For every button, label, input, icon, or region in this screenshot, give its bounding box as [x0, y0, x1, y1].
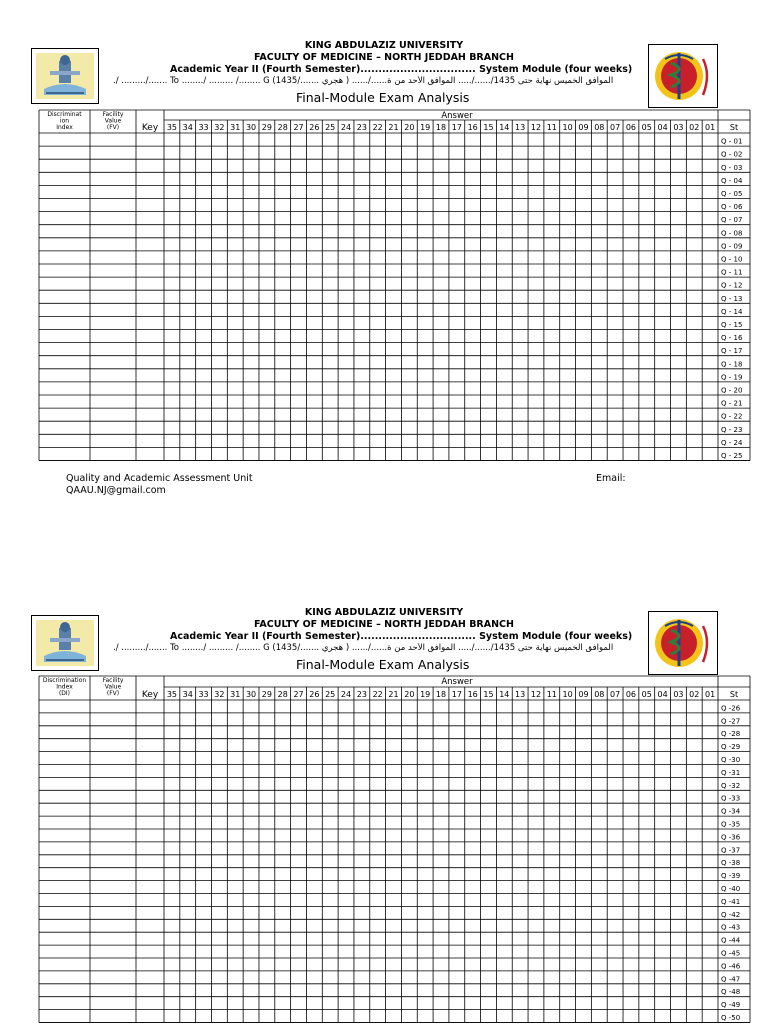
exam-analysis-table	[0, 0, 768, 470]
date-line: ./ ........./....... To ......../ ......... /........ G (1435/....... هجري ) ....../......الموافق الخميس نهاية حتى 1435/....../..... الموافق الأحد من ة	[113, 643, 614, 653]
answer-col-number: 06	[625, 690, 637, 699]
answer-col-number: 02	[689, 690, 700, 699]
question-label: Q - 21	[721, 399, 743, 408]
question-label: Q -50	[721, 1014, 741, 1022]
question-label: Q -44	[721, 936, 741, 945]
answer-col-number: 33	[198, 123, 209, 132]
answer-col-number: 05	[641, 690, 652, 699]
answer-col-number: 28	[277, 123, 288, 132]
answer-col-number: 28	[277, 690, 288, 699]
sheet-title: Final-Module Exam Analysis	[296, 657, 470, 672]
answer-col-number: 01	[704, 690, 716, 699]
answer-col-number: 15	[483, 690, 494, 699]
answer-col-number: 03	[673, 123, 684, 132]
answer-col-number: 27	[293, 123, 304, 132]
question-label: Q - 17	[721, 347, 743, 356]
question-label: Q - 05	[721, 190, 743, 198]
key-header: Key	[141, 690, 159, 700]
university-name: KING ABDULAZIZ UNIVERSITY	[304, 40, 464, 51]
faculty-name: FACULTY OF MEDICINE – NORTH JEDDAH BRANCH	[254, 619, 514, 630]
question-label: Q -33	[721, 794, 741, 803]
question-label: Q -37	[721, 846, 741, 855]
di-header: Index	[56, 124, 73, 131]
answer-col-number: 26	[309, 123, 320, 132]
question-label: Q -28	[721, 730, 741, 739]
question-label: Q - 11	[721, 268, 743, 277]
academic-year-line: Academic Year II (Fourth Semester)................................ System Module (four weeks)	[170, 631, 633, 642]
answer-col-number: 17	[451, 123, 462, 132]
question-label: Q - 07	[721, 216, 743, 225]
answer-col-number: 17	[451, 690, 462, 699]
answer-col-number: 23	[356, 123, 367, 132]
answer-col-number: 29	[261, 123, 272, 132]
answer-col-number: 16	[467, 690, 478, 699]
question-label: Q - 23	[721, 425, 743, 434]
di-header: Discrimination	[42, 677, 87, 684]
answer-col-number: 04	[657, 690, 668, 699]
answer-col-number: 13	[515, 690, 526, 699]
key-header: Key	[141, 123, 159, 133]
question-label: Q -36	[721, 833, 741, 842]
date-line: ./ ........./....... To ......../ ......... /........ G (1435/....... هجري ) ....../......الموافق الخميس نهاية حتى 1435/....../..... الموافق الأحد من ة	[113, 76, 614, 86]
answer-col-number: 14	[499, 123, 510, 132]
university-name: KING ABDULAZIZ UNIVERSITY	[304, 607, 464, 618]
question-label: Q -34	[721, 807, 741, 816]
answer-col-number: 24	[340, 123, 352, 132]
answer-col-number: 07	[610, 123, 621, 132]
question-label: Q - 13	[721, 294, 743, 303]
di-header: (DI)	[58, 690, 71, 697]
question-label: Q -27	[721, 717, 741, 726]
answer-col-number: 34	[182, 123, 193, 132]
answer-col-number: 21	[388, 123, 399, 132]
answer-col-number: 05	[641, 123, 652, 132]
answer-col-number: 31	[230, 690, 241, 699]
question-label: Q - 16	[721, 334, 743, 343]
answer-header: Answer	[441, 677, 473, 687]
answer-col-number: 09	[578, 690, 589, 699]
fv-header: Facility	[102, 111, 124, 118]
answer-col-number: 25	[325, 123, 336, 132]
question-label: Q -26	[721, 704, 741, 713]
question-label: Q - 25	[721, 452, 743, 460]
question-label: Q - 19	[721, 373, 743, 382]
di-header: ion	[59, 117, 70, 125]
answer-col-number: 30	[245, 123, 257, 132]
question-label: Q - 02	[721, 150, 743, 159]
question-label: Q - 08	[721, 229, 743, 238]
answer-col-number: 19	[420, 690, 431, 699]
question-label: Q -32	[721, 781, 741, 790]
question-label: Q -40	[721, 885, 741, 893]
answer-col-number: 35	[166, 690, 178, 699]
st-header: St	[729, 690, 739, 699]
answer-col-number: 11	[546, 123, 557, 132]
question-label: Q -38	[721, 859, 741, 868]
answer-col-number: 10	[562, 690, 573, 699]
answer-col-number: 02	[689, 123, 700, 132]
question-label: Q - 20	[721, 386, 743, 395]
question-label: Q - 15	[721, 321, 743, 329]
answer-col-number: 22	[372, 123, 383, 132]
answer-col-number: 08	[594, 123, 605, 132]
question-label: Q -49	[721, 1001, 741, 1010]
footer-unit: Quality and Academic Assessment Unit	[66, 473, 253, 484]
answer-col-number: 26	[309, 690, 320, 699]
question-label: Q -46	[721, 962, 741, 971]
answer-col-number: 29	[261, 690, 272, 699]
question-label: Q -42	[721, 910, 741, 919]
di-header: Discriminat	[47, 111, 82, 118]
answer-header: Answer	[441, 111, 473, 121]
question-label: Q -41	[721, 897, 741, 906]
fv-header: (FV)	[106, 690, 120, 697]
question-label: Q -39	[721, 872, 741, 881]
question-label: Q -35	[721, 820, 741, 829]
answer-col-number: 11	[546, 690, 557, 699]
answer-col-number: 15	[483, 123, 494, 132]
answer-col-number: 01	[704, 123, 716, 132]
answer-col-number: 33	[198, 690, 209, 699]
answer-col-number: 24	[340, 690, 352, 699]
question-label: Q -47	[721, 975, 741, 984]
answer-col-number: 09	[578, 123, 589, 132]
answer-col-number: 14	[499, 690, 510, 699]
answer-col-number: 03	[673, 690, 684, 699]
question-label: Q -29	[721, 743, 741, 752]
faculty-name: FACULTY OF MEDICINE – NORTH JEDDAH BRANCH	[254, 52, 514, 63]
question-label: Q - 04	[721, 176, 743, 185]
question-label: Q -30	[721, 756, 741, 764]
question-label: Q -43	[721, 923, 741, 932]
question-label: Q - 18	[721, 360, 743, 369]
question-label: Q - 09	[721, 242, 743, 251]
answer-col-number: 31	[230, 123, 241, 132]
question-label: Q - 03	[721, 163, 743, 172]
question-label: Q - 01	[721, 137, 743, 146]
answer-col-number: 18	[435, 123, 447, 132]
footer	[66, 473, 253, 497]
answer-col-number: 32	[214, 123, 225, 132]
footer-unit-email: QAAU.NJ@gmail.com	[66, 485, 166, 496]
question-label: Q -48	[721, 988, 741, 997]
answer-col-number: 08	[594, 690, 605, 699]
email-label: Email:	[596, 473, 626, 484]
question-label: Q - 12	[721, 281, 743, 290]
answer-col-number: 10	[562, 123, 573, 132]
answer-col-number: 12	[530, 123, 542, 132]
answer-col-number: 27	[293, 690, 304, 699]
fv-header: Facility	[102, 677, 124, 684]
answer-col-number: 23	[356, 690, 367, 699]
answer-col-number: 35	[166, 123, 178, 132]
st-header: St	[729, 123, 739, 132]
answer-col-number: 34	[182, 690, 193, 699]
fv-header: (FV)	[106, 124, 120, 131]
answer-col-number: 20	[404, 123, 415, 132]
fv-header: Value	[104, 683, 122, 691]
question-label: Q - 06	[721, 203, 743, 212]
answer-col-number: 25	[325, 690, 336, 699]
question-label: Q -31	[721, 768, 741, 777]
fv-header: Value	[104, 117, 122, 125]
answer-col-number: 30	[245, 690, 257, 699]
answer-col-number: 06	[625, 123, 637, 132]
question-label: Q -45	[721, 949, 741, 958]
answer-col-number: 07	[610, 690, 621, 699]
answer-col-number: 16	[467, 123, 478, 132]
question-label: Q - 14	[721, 307, 743, 316]
di-header: Index	[56, 683, 73, 691]
question-label: Q - 10	[721, 255, 743, 264]
question-label: Q - 22	[721, 412, 743, 421]
question-label: Q - 24	[721, 438, 743, 447]
answer-col-number: 32	[214, 690, 225, 699]
academic-year-line: Academic Year II (Fourth Semester)................................ System Module (four weeks)	[170, 64, 633, 75]
answer-col-number: 13	[515, 123, 526, 132]
answer-col-number: 18	[435, 690, 447, 699]
answer-col-number: 20	[404, 690, 415, 699]
answer-col-number: 21	[388, 690, 399, 699]
answer-col-number: 22	[372, 690, 383, 699]
answer-col-number: 04	[657, 123, 668, 132]
sheet-title: Final-Module Exam Analysis	[296, 90, 470, 105]
answer-col-number: 19	[420, 123, 431, 132]
exam-analysis-table	[0, 567, 768, 1024]
answer-col-number: 12	[530, 690, 542, 699]
